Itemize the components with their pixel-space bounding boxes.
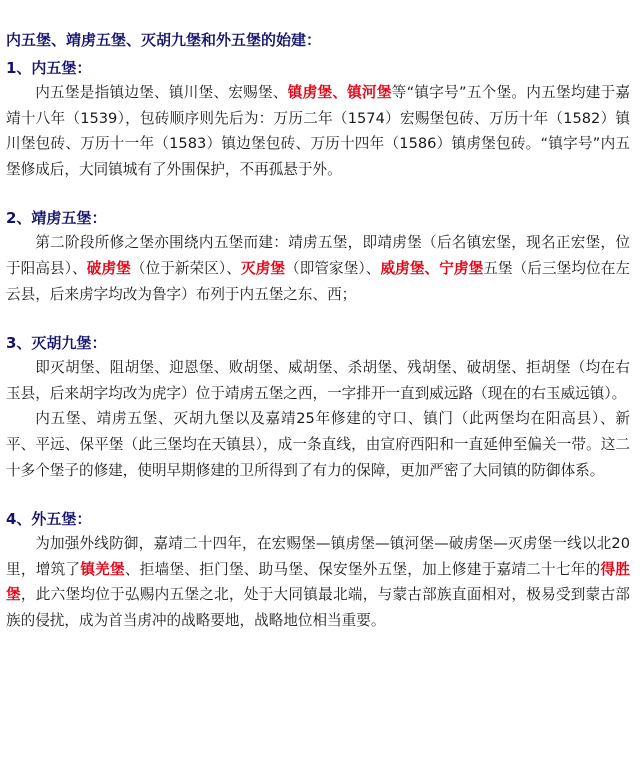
section-inner-five-forts (6, 56, 630, 182)
text-run: 五堡（后三堡均位在左云县，后来虏字均改为鲁字）布列于内五堡之东、西； (6, 259, 630, 303)
section-outer-five-forts (6, 507, 630, 633)
paragraph (6, 531, 630, 633)
highlighted-fort-names: 威虏堡、宁虏堡 (380, 259, 484, 277)
highlighted-fort-names: 镇羌堡 (80, 560, 125, 578)
paragraph (6, 80, 630, 182)
highlighted-fort-names: 灭虏堡 (240, 259, 286, 277)
section-jinglu-five-forts (6, 206, 630, 307)
highlighted-fort-names: 镇虏堡、镇河堡 (287, 84, 392, 101)
paragraph (6, 406, 630, 483)
text-run: 、拒墙堡、拒门堡、助马堡、保安堡外五堡，加上修建于嘉靖二十七年的 (124, 560, 601, 578)
paragraph (6, 230, 630, 307)
text-run: 为加强外线防御，嘉靖二十四年，在宏赐堡—镇虏堡—镇河堡—破虏堡—灭虏堡一线以北20里，增筑了 (6, 535, 630, 578)
text-run: 内五堡、靖虏五堡、灭胡九堡以及嘉靖25年修建的守口、镇门（此两堡均在阳高县）、新平、平远、保平堡（此三堡均在天镇县），成一条直线，由宣府西阳和一直延伸至偏关一带。这二十多个堡子的修建，使明早期修建的卫所得到了有力的保障，更加严密了大同镇的防御体系。 (6, 410, 630, 479)
paragraph (6, 355, 630, 406)
text-run: 内五堡是指镇边堡、镇川堡、宏赐堡、 (35, 84, 288, 101)
highlighted-fort-names: 得胜堡 (6, 560, 630, 604)
section-heading: 1、内五堡： (6, 59, 92, 77)
text-run: ，此六堡均位于弘赐内五堡之北，处于大同镇最北端，与蒙古部族直面相对，极易受到蒙古部族的侵扰，成为首当虏冲的战略要地，战略地位相当重要。 (6, 586, 630, 629)
section-heading: 2、靖虏五堡： (6, 209, 107, 228)
text-run: 第二阶段所修之堡亦围绕内五堡而建：靖虏五堡，即靖虏堡（后名镇宏堡，现名正宏堡，位于阳高县）、 (6, 234, 630, 277)
section-miehu-nine-forts (6, 331, 630, 483)
text-run: 等“镇字号”五个堡。内五堡均建于嘉靖十八年（1539），包砖顺序则先后为：万历二年（1574）宏赐堡包砖、万历十年（1582）镇川堡包砖、万历十一年（1583）镇边堡包砖、万历十四年（1586）镇虏堡包砖。“镇字号”内五堡修成后，大同镇城有了外围保护，不再孤悬于外。 (6, 84, 630, 178)
article-title: 内五堡、靖虏五堡、灭胡九堡和外五堡的始建： (6, 31, 322, 49)
text-run: （即管家堡）、 (285, 259, 381, 277)
highlighted-fort-names: 破虏堡 (86, 259, 131, 277)
text-run: 即灭胡堡、阻胡堡、迎恩堡、败胡堡、威胡堡、杀胡堡、残胡堡、破胡堡、拒胡堡（均在右玉县，后来胡字均改为虎字）位于靖虏五堡之西，一字排开一直到威远路（现在的右玉威远镇）。 (6, 359, 630, 402)
text-run: （位于新荣区）、 (130, 259, 241, 277)
section-heading: 4、外五堡： (6, 510, 92, 529)
section-heading: 3、灭胡九堡： (6, 334, 107, 353)
